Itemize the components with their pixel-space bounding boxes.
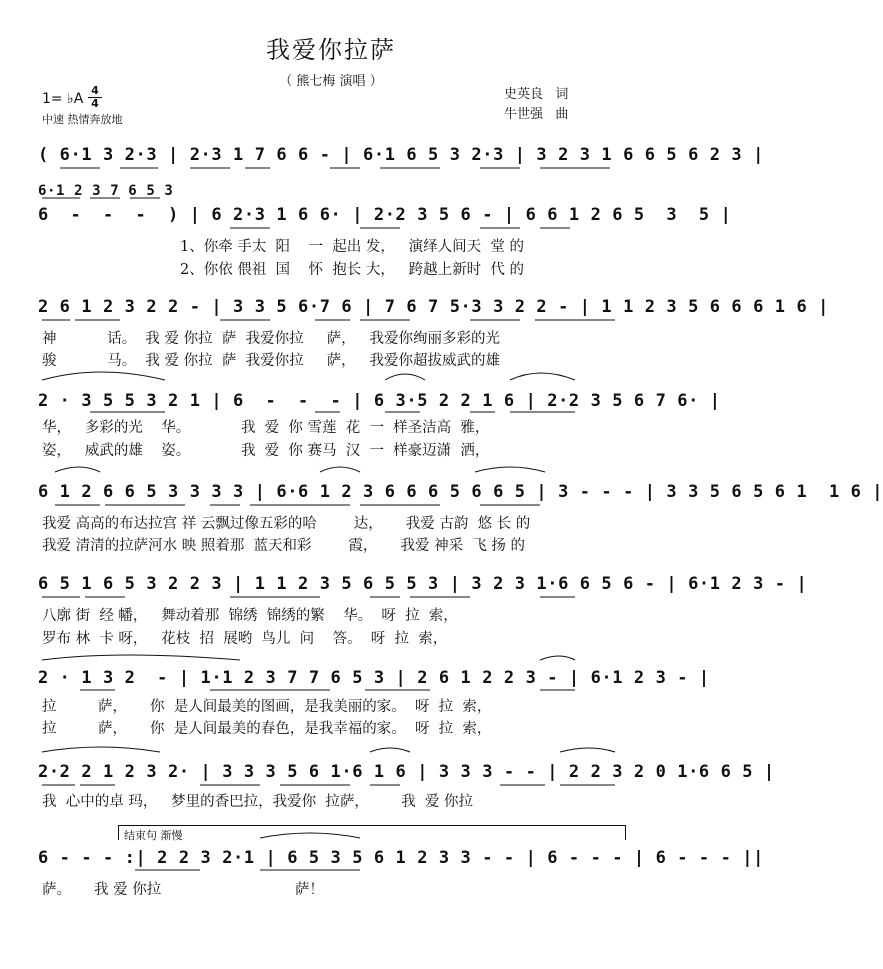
lyric-verse1-line3: 1、你牵 手太 阳 一 起出 发， 演绎人间天 堂 的 [180,239,524,255]
notation-line-2: 6·1 2 3 7 6 5 3 [38,183,174,199]
slurs-line-5 [42,372,575,380]
lyric-verse2-line6: 我爱 清清的拉萨河水 映 照着那 蓝天和彩 霞， 我爱 神采 飞 扬 的 [42,538,526,554]
lyric-line10: 萨。 我 爱 你拉 萨！ [42,882,324,898]
song-title: 我爱你拉萨 [266,36,396,64]
notation-line-4: 2 6 1 2 3 2 2 - | 3 3 5 6·7 6 | 7 6 7 5·3 3 2 2 - | 1 1 2 3 5 6 6 6 1 6 | [38,297,829,317]
slurs-line-8 [42,655,575,660]
notation-line-5: 2 · 3 5 5 3 2 1 | 6 - - - | 6 3·5 2 2 1 6 | 2·2 3 5 6 7 6· | [38,391,721,411]
lyric-verse1-line4: 神 话。 我 爱 你拉 萨 我爱你拉 萨， 我爱你绚丽多彩的光 [42,331,500,347]
notation-line-3: 6 - - - ) | 6 2·3 1 6 6· | 2·2 3 5 6 - | 6 6 1 2 6 5 3 5 | [38,205,732,225]
lyric-verse1-line7: 八廓 街 经 幡， 舞动着那 锦绣 锦绣的繁 华。 呀 拉 索， [42,608,458,624]
lyric-verse2-line7: 罗布 林 卡 呀， 花枝 招 展哟 鸟儿 问 答。 呀 拉 索， [42,631,448,647]
slurs-line-10 [260,833,360,838]
slurs-line-9 [42,747,615,752]
lyric-line9: 我 心中的卓 玛， 梦里的香巴拉，我爱你 拉萨， 我 爱 你拉 [42,794,473,810]
lyric-verse1-line6: 我爱 高高的布达拉宫 祥 云飘过像五彩的哈 达， 我爱 古韵 悠 长 的 [42,516,531,532]
lyric-verse2-line5: 姿， 威武的雄 姿。 我 爱 你 赛马 汉 一 样豪迈潇 洒， [42,443,490,459]
time-signature-top: 4 [88,85,102,98]
lyricist-credit: 史英良 词 [504,87,569,102]
performer-credit: （ 熊七梅 演唱 ） [279,74,383,89]
notation-line-6: 6 1 2 6 6 5 3 3 3 3 | 6·6 1 2 3 6 6 6 5 6 6 5 | 3 - - - | 3 3 5 6 5 6 1 1 6 | [38,482,883,502]
slurs-line-6 [55,467,545,472]
notation-line-8: 2 · 1 3 2 - | 1·1 2 3 7 7 6 5 3 | 2 6 1 2 2 3 - | 6·1 2 3 - | [38,668,710,688]
notation-line-1: ( 6·1 3 2·3 | 2·3 1 7 6 6 - | 6·1 6 5 3 2·3 | 3 2 3 1 6 6 5 6 2 3 | [38,145,764,165]
key-signature: 1= ♭A [42,91,84,107]
lyric-verse2-line8: 拉 萨， 你 是人间最美的春色，是我幸福的家。 呀 拉 索， [42,721,492,737]
lyric-verse1-line8: 拉 萨， 你 是人间最美的图画，是我美丽的家。 呀 拉 索， [42,699,492,715]
lyric-verse2-line4: 骏 马。 我 爱 你拉 萨 我爱你拉 萨， 我爱你超拔威武的雄 [42,353,500,369]
tempo-marking: 中速 热情奔放地 [42,113,123,126]
notation-line-7: 6 5 1 6 5 3 2 2 3 | 1 1 2 3 5 6 5 5 3 | 3 2 3 1·6 6 5 6 - | 6·1 2 3 - | [38,574,808,594]
lyric-verse2-line3: 2、你依 偎祖 国 怀 抱长 大， 跨越上新时 代 的 [180,262,524,278]
time-signature-bottom: 4 [91,97,99,110]
ending-phrase-label: 结束句 渐慢 [124,829,183,842]
composer-credit: 牛世强 曲 [504,107,569,122]
notation-line-9: 2·2 2 1 2 3 2· | 3 3 3 5 6 1·6 1 6 | 3 3 3 - - | 2 2 3 2 0 1·6 6 5 | [38,762,775,782]
notation-line-10: 6 - - - :| 2 2 3 2·1 | 6 5 3 5 6 1 2 3 3 - - | 6 - - - | 6 - - - || [38,848,764,868]
lyric-verse1-line5: 华， 多彩的光 华。 我 爱 你 雪莲 花 一 样圣洁高 雅， [42,420,490,436]
